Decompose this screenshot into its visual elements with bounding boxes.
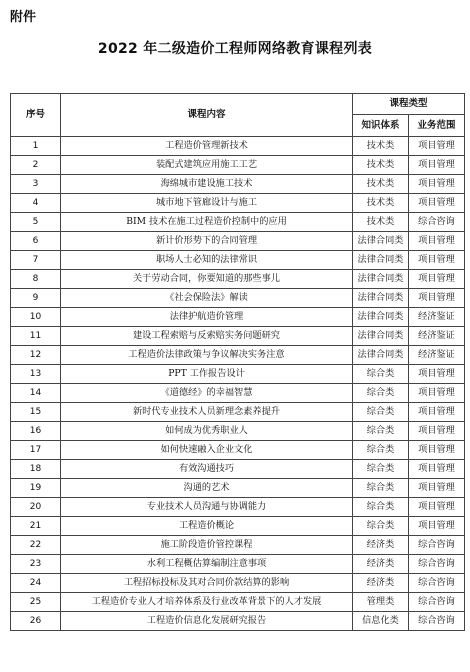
row-seq: 26 [11,612,61,631]
row-seq: 9 [11,289,61,308]
table-row [11,536,465,555]
table-body [11,137,465,631]
row-content: 海绵城市建设施工技术 [61,175,353,194]
table-row [11,156,465,175]
header-seq: 序号 [11,94,61,137]
row-scope: 项目管理 [409,156,465,175]
row-scope: 项目管理 [409,517,465,536]
row-content: 工程造价概论 [61,517,353,536]
row-content: 关于劳动合同，你要知道的那些事儿 [61,270,353,289]
row-content: 专业技术人员沟通与协调能力 [61,498,353,517]
row-knowledge: 法律合同类 [353,289,409,308]
row-scope: 项目管理 [409,194,465,213]
row-knowledge: 法律合同类 [353,270,409,289]
row-seq: 16 [11,422,61,441]
header-knowledge: 知识体系 [353,115,409,137]
row-content: 工程招标投标及其对合同价款结算的影响 [61,574,353,593]
row-seq: 18 [11,460,61,479]
table-row [11,327,465,346]
row-knowledge: 经济类 [353,536,409,555]
row-knowledge: 法律合同类 [353,251,409,270]
table-row [11,517,465,536]
row-seq: 8 [11,270,61,289]
row-knowledge: 综合类 [353,441,409,460]
row-scope: 项目管理 [409,137,465,156]
table-row [11,270,465,289]
table-row [11,422,465,441]
table-row [11,555,465,574]
row-content: 工程造价专业人才培养体系及行业改革背景下的人才发展 [61,593,353,612]
row-seq: 11 [11,327,61,346]
header-course-type: 课程类型 [353,94,465,115]
row-knowledge: 综合类 [353,384,409,403]
row-seq: 6 [11,232,61,251]
table-row [11,213,465,232]
table-row [11,365,465,384]
row-content: 有效沟通技巧 [61,460,353,479]
row-scope: 综合咨询 [409,536,465,555]
row-knowledge: 法律合同类 [353,327,409,346]
row-scope: 综合咨询 [409,213,465,232]
attachment-label: 附件 [10,10,37,25]
row-seq: 12 [11,346,61,365]
row-scope: 项目管理 [409,441,465,460]
row-scope: 项目管理 [409,289,465,308]
row-knowledge: 法律合同类 [353,346,409,365]
row-scope: 项目管理 [409,403,465,422]
row-content: 如何快速融入企业文化 [61,441,353,460]
row-scope: 项目管理 [409,251,465,270]
row-content: 工程造价法律政策与争议解决实务注意 [61,346,353,365]
row-seq: 5 [11,213,61,232]
table-row [11,403,465,422]
row-seq: 13 [11,365,61,384]
row-content: 沟通的艺术 [61,479,353,498]
header-content: 课程内容 [61,94,353,137]
row-knowledge: 技术类 [353,213,409,232]
row-content: 如何成为优秀职业人 [61,422,353,441]
table-row [11,574,465,593]
row-scope: 项目管理 [409,422,465,441]
row-content: 工程造价信息化发展研究报告 [61,612,353,631]
row-seq: 2 [11,156,61,175]
row-scope: 综合咨询 [409,612,465,631]
row-scope: 项目管理 [409,479,465,498]
row-knowledge: 法律合同类 [353,308,409,327]
document-title: 2022 年二级造价工程师网络教育课程列表 [97,41,373,57]
row-scope: 综合咨询 [409,574,465,593]
row-content: 新时代专业技术人员新理念素养提升 [61,403,353,422]
table-row [11,289,465,308]
row-content: 水利工程概估算编制注意事项 [61,555,353,574]
row-knowledge: 经济类 [353,555,409,574]
row-content: 《道德经》的幸福智慧 [61,384,353,403]
row-seq: 19 [11,479,61,498]
table-row [11,175,465,194]
row-knowledge: 综合类 [353,460,409,479]
row-scope: 经济鉴证 [409,346,465,365]
row-seq: 25 [11,593,61,612]
row-scope: 项目管理 [409,365,465,384]
row-seq: 10 [11,308,61,327]
table-row [11,498,465,517]
table-row [11,612,465,631]
row-seq: 17 [11,441,61,460]
row-knowledge: 技术类 [353,156,409,175]
row-knowledge: 综合类 [353,365,409,384]
table-row [11,346,465,365]
row-knowledge: 技术类 [353,137,409,156]
course-table [10,93,465,631]
row-scope: 项目管理 [409,232,465,251]
row-seq: 23 [11,555,61,574]
row-seq: 22 [11,536,61,555]
row-seq: 14 [11,384,61,403]
row-knowledge: 管理类 [353,593,409,612]
row-scope: 经济鉴证 [409,327,465,346]
table-row [11,593,465,612]
table-row [11,308,465,327]
row-seq: 21 [11,517,61,536]
row-seq: 1 [11,137,61,156]
row-content: 《社会保险法》解读 [61,289,353,308]
row-knowledge: 技术类 [353,175,409,194]
row-scope: 项目管理 [409,175,465,194]
row-scope: 综合咨询 [409,593,465,612]
row-content: 新计价形势下的合同管理 [61,232,353,251]
table-row [11,384,465,403]
row-knowledge: 经济类 [353,574,409,593]
row-content: 施工阶段造价管控课程 [61,536,353,555]
table-row [11,479,465,498]
row-knowledge: 法律合同类 [353,232,409,251]
row-content: PPT 工作报告设计 [61,365,353,384]
row-seq: 4 [11,194,61,213]
row-scope: 项目管理 [409,270,465,289]
row-seq: 24 [11,574,61,593]
row-knowledge: 综合类 [353,498,409,517]
row-content: 工程造价管理新技术 [61,137,353,156]
row-scope: 项目管理 [409,460,465,479]
row-seq: 3 [11,175,61,194]
row-seq: 7 [11,251,61,270]
row-seq: 20 [11,498,61,517]
row-content: 建设工程索赔与反索赔实务问题研究 [61,327,353,346]
row-content: BIM 技术在施工过程造价控制中的应用 [61,213,353,232]
table-row [11,194,465,213]
header-row-top [11,94,465,115]
row-knowledge: 信息化类 [353,612,409,631]
table-row [11,441,465,460]
row-scope: 综合咨询 [409,555,465,574]
row-knowledge: 综合类 [353,403,409,422]
header-scope: 业务范围 [409,115,465,137]
row-scope: 项目管理 [409,498,465,517]
table-row [11,460,465,479]
row-content: 职场人士必知的法律常识 [61,251,353,270]
row-knowledge: 综合类 [353,422,409,441]
row-scope: 经济鉴证 [409,308,465,327]
row-knowledge: 综合类 [353,517,409,536]
table-row [11,137,465,156]
table-row [11,251,465,270]
row-knowledge: 综合类 [353,479,409,498]
row-content: 装配式建筑应用施工工艺 [61,156,353,175]
row-seq: 15 [11,403,61,422]
table-row [11,232,465,251]
row-content: 城市地下管廊设计与施工 [61,194,353,213]
row-content: 法律护航造价管理 [61,308,353,327]
row-knowledge: 技术类 [353,194,409,213]
row-scope: 项目管理 [409,384,465,403]
